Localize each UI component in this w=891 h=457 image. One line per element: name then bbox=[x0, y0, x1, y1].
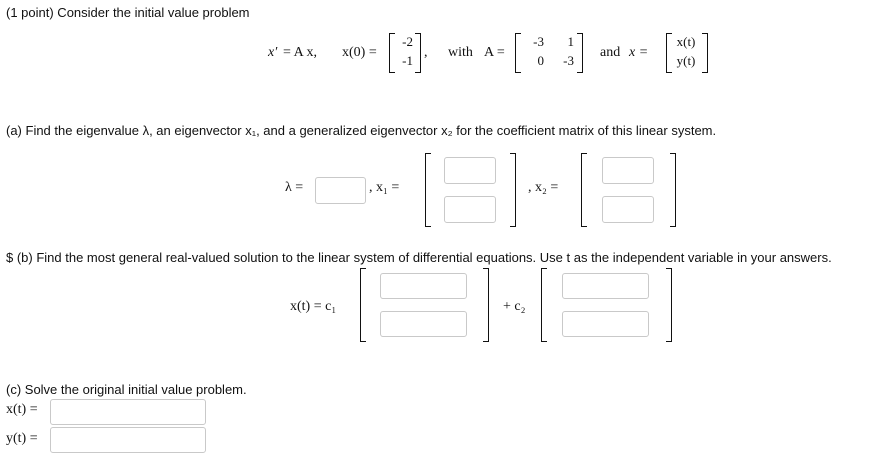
b-vec1-input-top[interactable] bbox=[380, 273, 467, 299]
ic-vector-entry: -1 bbox=[402, 53, 413, 68]
lambda-input[interactable] bbox=[315, 177, 366, 204]
b-vec1-input-bottom[interactable] bbox=[380, 311, 467, 337]
b-vec1-bracket-right bbox=[483, 268, 489, 342]
matrix-entry: 0 bbox=[537, 53, 544, 68]
x1-input-top[interactable] bbox=[444, 157, 496, 184]
plus-c2: + c₂ bbox=[503, 299, 526, 314]
x2-bracket-right bbox=[670, 153, 676, 227]
ic-lhs: x(0) = bbox=[342, 45, 377, 60]
ode-lhs: x′ bbox=[268, 45, 278, 60]
solution-lhs: x(t) = c₁ bbox=[290, 299, 337, 314]
x-t-input[interactable] bbox=[50, 399, 206, 425]
lambda-label: λ = bbox=[285, 180, 304, 195]
matrix-entry: 1 bbox=[567, 34, 574, 49]
x1-input-bottom[interactable] bbox=[444, 196, 496, 223]
x2-input-top[interactable] bbox=[602, 157, 654, 184]
matrix-bracket-right bbox=[577, 33, 583, 73]
x-vector-bracket-right bbox=[702, 33, 708, 73]
x-t-label: x(t) = bbox=[6, 402, 38, 417]
and-label: and bbox=[600, 45, 621, 60]
matrix-bracket-left bbox=[515, 33, 521, 73]
b-vec1-bracket-left bbox=[360, 268, 366, 342]
part-b-prompt: $ (b) Find the most general real-valued solution to the linear system of differential equations. Use t as the independent variable in your answers. bbox=[6, 250, 832, 265]
b-vec2-input-bottom[interactable] bbox=[562, 311, 649, 337]
matrix-entry: -3 bbox=[533, 34, 544, 49]
b-vec2-input-top[interactable] bbox=[562, 273, 649, 299]
y-t-label: y(t) = bbox=[6, 431, 38, 446]
matrix-entry: -3 bbox=[563, 53, 574, 68]
ode-lhs-var: x bbox=[268, 45, 275, 60]
x-vector-entry: x(t) bbox=[676, 34, 696, 49]
y-t-input[interactable] bbox=[50, 427, 206, 453]
b-vec2-bracket-right bbox=[666, 268, 672, 342]
x1-label: , x₁ = bbox=[369, 180, 400, 195]
x1-bracket-right bbox=[510, 153, 516, 227]
part-a-prompt: (a) Find the eigenvalue λ, an eigenvector x₁, and a generalized eigenvector x₂ for the coefficient matrix of this linear system. bbox=[6, 123, 717, 138]
with-label: with bbox=[448, 45, 473, 60]
x-label: x = bbox=[629, 45, 649, 60]
part-c-prompt: (c) Solve the original initial value problem. bbox=[6, 382, 247, 397]
x2-input-bottom[interactable] bbox=[602, 196, 654, 223]
a-label: A = bbox=[484, 45, 505, 60]
ic-vector-entry: -2 bbox=[402, 34, 413, 49]
ic-vector-bracket-right bbox=[415, 33, 421, 73]
x2-bracket-left bbox=[581, 153, 587, 227]
b-vec2-bracket-left bbox=[541, 268, 547, 342]
x-vector-entry: y(t) bbox=[676, 53, 696, 68]
x2-label: , x₂ = bbox=[528, 180, 559, 195]
problem-header: (1 point) Consider the initial value problem bbox=[6, 5, 250, 20]
ode-rhs: = A x, bbox=[283, 45, 317, 60]
ic-comma: , bbox=[424, 45, 428, 60]
x1-bracket-left bbox=[425, 153, 431, 227]
